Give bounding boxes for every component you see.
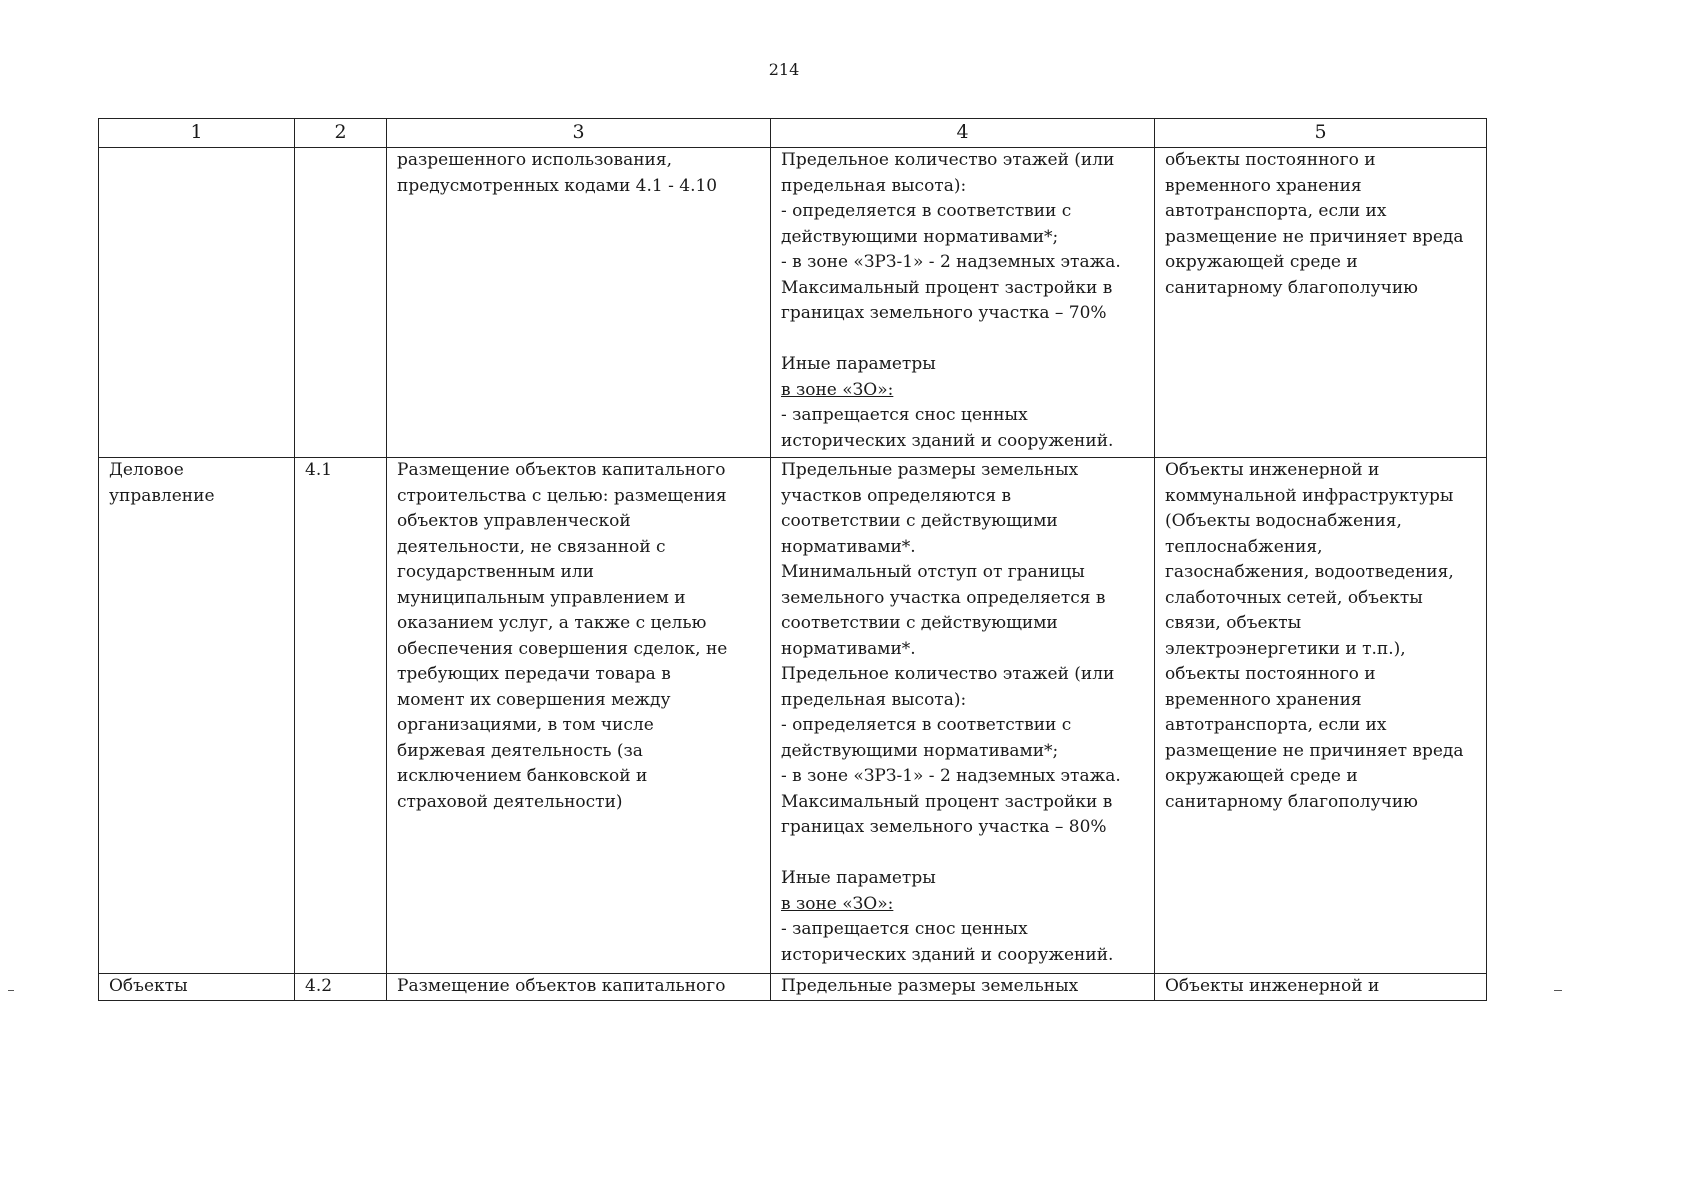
cell-text-line: обеспечения совершения сделок, не [397, 638, 728, 659]
cell-text-line: Объекты инженерной и [1165, 976, 1380, 996]
cell-text-line: действующими нормативами*; [781, 740, 1059, 761]
auxiliary-uses-cell [1155, 974, 1487, 1001]
cell-text-line: автотранспорта, если их [1165, 201, 1387, 221]
cell-text-line: (Объекты водоснабжения, [1165, 511, 1402, 531]
cell-text-line: временного хранения [1165, 689, 1362, 710]
cell-text-line: - в зоне «ЗРЗ-1» - 2 надземных этажа. [781, 252, 1121, 272]
header-col-4: 4 [771, 119, 1155, 148]
cell-text-line: границах земельного участка – 80% [781, 817, 1107, 837]
table-header-row [99, 119, 1487, 148]
cell-text-line: Размещение объектов капитального [397, 976, 726, 996]
cell-text-line: коммунальной инфраструктуры [1165, 485, 1454, 506]
cell-text-line: временного хранения [1165, 175, 1362, 196]
cell-text-line: соответствии с действующими [781, 613, 1058, 633]
cell-text-line: Размещение объектов капитального [397, 460, 726, 480]
cell-text-line: размещение не причиняет вреда [1165, 740, 1464, 761]
cell-text-line: действующими нормативами*; [781, 226, 1059, 247]
cell-text-line: Деловое [109, 460, 184, 480]
cell-text-line: организациями, в том числе [397, 715, 654, 735]
cell-text-line: строительства с целью: размещения [397, 485, 727, 506]
cell-text-line: оказанием услуг, а также с целью [397, 613, 707, 633]
cell-text-line: слаботочных сетей, объекты [1165, 587, 1423, 608]
use-name-cell [99, 974, 295, 1001]
cell-text-line: объектов управленческой [397, 511, 631, 531]
page-number: 214 [768, 60, 800, 79]
cell-text-line: автотранспорта, если их [1165, 715, 1387, 735]
cell-text-line: окружающей среде и [1165, 252, 1358, 272]
cell-text-line: соответствии с действующими [781, 511, 1058, 531]
cell-text-line: деятельности, не связанной с [397, 536, 666, 557]
cell-text-line: земельного участка определяется в [781, 587, 1106, 608]
other-params-title: Иные параметры [781, 354, 936, 374]
cell-text-line: связи, объекты [1165, 613, 1302, 633]
header-col-1: 1 [99, 119, 295, 148]
cell-text-line: - запрещается снос ценных [781, 405, 1028, 425]
use-code-cell [295, 148, 387, 458]
cell-text-line: Предельное количество этажей (или [781, 150, 1115, 170]
auxiliary-uses-cell [1155, 148, 1487, 458]
cell-text-line: газоснабжения, водоотведения, [1165, 562, 1454, 582]
cell-text-line: Объекты инженерной и [1165, 460, 1380, 480]
cell-text-line: предельная высота): [781, 689, 967, 710]
cell-text-line: Предельные размеры земельных [781, 460, 1079, 480]
zoning-table [98, 118, 1487, 1001]
cell-text-line: Максимальный процент застройки в [781, 277, 1113, 298]
cell-text-line: Объекты [109, 976, 188, 996]
cell-text-line: Предельные размеры земельных [781, 976, 1079, 996]
table-row [99, 974, 1487, 1001]
cell-text-line: требующих передачи товара в [397, 664, 671, 684]
cell-text-line: муниципальным управлением и [397, 587, 686, 608]
cell-text-line: биржевая деятельность (за [397, 740, 643, 761]
use-code-cell: 4.2 [295, 974, 387, 1001]
cell-text-line: момент их совершения между [397, 689, 671, 710]
cell-text-line: разрешенного использования, [397, 150, 673, 170]
cell-text-line: окружающей среде и [1165, 766, 1358, 786]
parameters-cell [771, 458, 1155, 974]
cell-text-line: объекты постоянного и [1165, 664, 1376, 684]
header-col-5: 5 [1155, 119, 1487, 148]
cell-text-line: санитарному благополучию [1165, 791, 1418, 812]
auxiliary-uses-cell [1155, 458, 1487, 974]
table-row [99, 148, 1487, 458]
cell-text-line: исторических зданий и сооружений. [781, 430, 1114, 451]
cell-text-line: теплоснабжения, [1165, 536, 1323, 557]
cell-text-line: размещение не причиняет вреда [1165, 226, 1464, 247]
cell-text-line: Максимальный процент застройки в [781, 791, 1113, 812]
cell-text-line: - в зоне «ЗРЗ-1» - 2 надземных этажа. [781, 766, 1121, 786]
scan-margin-mark [8, 990, 14, 991]
cell-text-line: - определяется в соответствии с [781, 715, 1072, 735]
cell-text-line: объекты постоянного и [1165, 150, 1376, 170]
cell-text-line: предельная высота): [781, 175, 967, 196]
cell-text-line: нормативами*. [781, 638, 916, 659]
cell-text-line: страховой деятельности) [397, 791, 623, 812]
cell-text-line: Минимальный отступ от границы [781, 562, 1085, 582]
table-row [99, 458, 1487, 974]
other-params-title: Иные параметры [781, 868, 936, 888]
zone-label: в зоне «ЗО»: [781, 893, 894, 914]
cell-text-line: электроэнергетики и т.п.), [1165, 638, 1406, 659]
use-name-cell [99, 458, 295, 974]
cell-text-line: предусмотренных кодами 4.1 - 4.10 [397, 175, 718, 196]
parameters-cell [771, 148, 1155, 458]
cell-text-line: границах земельного участка – 70% [781, 303, 1107, 323]
zone-label: в зоне «ЗО»: [781, 379, 894, 400]
cell-text-line: санитарному благополучию [1165, 277, 1418, 298]
scan-margin-mark [1554, 990, 1562, 991]
use-description-cell [387, 148, 771, 458]
cell-text-line: исторических зданий и сооружений. [781, 944, 1114, 965]
cell-text-line: Предельное количество этажей (или [781, 664, 1115, 684]
cell-text-line: участков определяются в [781, 485, 1012, 506]
header-col-2: 2 [295, 119, 387, 148]
cell-text-line: - определяется в соответствии с [781, 201, 1072, 221]
parameters-cell [771, 974, 1155, 1001]
cell-text-line: государственным или [397, 562, 594, 582]
cell-text-line: управление [109, 485, 215, 506]
cell-text-line: - запрещается снос ценных [781, 919, 1028, 939]
use-description-cell [387, 458, 771, 974]
use-description-cell [387, 974, 771, 1001]
header-col-3: 3 [387, 119, 771, 148]
cell-text-line: нормативами*. [781, 536, 916, 557]
use-code-cell: 4.1 [295, 458, 387, 974]
cell-text-line: исключением банковской и [397, 766, 648, 786]
use-name-cell [99, 148, 295, 458]
